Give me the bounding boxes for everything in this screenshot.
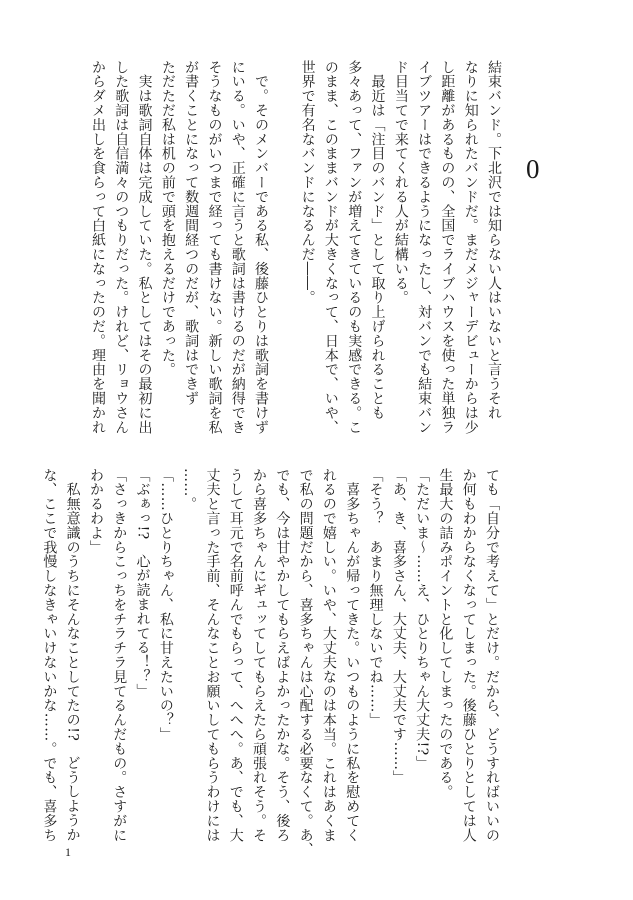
text-line: ド目当てで来てくれる人が結構いる。: [392, 60, 409, 305]
text-line: ……。: [181, 468, 198, 512]
text-line: 「ぶぁっ!? 心が読まれてる！？」: [134, 468, 151, 698]
text-line: にいる。いや、正確に言うと歌詞は書けるのだが納得でき: [229, 60, 246, 435]
text-line: そうなものがいつまで経っても書けない。新しい歌詞を私: [206, 60, 223, 435]
text-line: 最近は「注目のバンド」として取り上げられることも: [369, 60, 386, 420]
text-line: 実は歌詞自体は完成していた。私としてはその最初に出: [136, 60, 153, 435]
text-line: 世界で有名なバンドになるんだ――。: [299, 60, 316, 305]
page-number: 1: [65, 845, 71, 859]
text-line: から喜多ちゃんにギュッてしてもらえたら頑張れそう。そ: [251, 468, 268, 843]
blank-line: [272, 60, 295, 432]
text-line: うして耳元で名前呼んでもらって、へへへ。あ、でも、大: [227, 468, 244, 843]
top-text-block: [86, 60, 505, 435]
text-line: れるので嬉しい。いや、大丈夫なのは本当。これはあくま: [320, 468, 337, 843]
text-line: で私の問題だから、喜多ちゃんは心配する必要なくて。あ、: [297, 468, 314, 857]
text-line: わかるわよ」: [87, 468, 104, 555]
text-line: 「ただいま～……え、ひとりちゃん大丈夫!?」: [414, 468, 431, 770]
text-line: で。そのメンバーである私、後藤ひとりは歌詞を書けず: [253, 60, 270, 435]
text-line: からダメ出しを食らって白紙になったのだ。理由を聞かれ: [89, 60, 106, 435]
text-line: 「あ、き、喜多さん、大丈夫、大丈夫です……」: [390, 468, 407, 785]
text-line: のまま、このままバンドが大きくなって、日本で、いや、: [322, 60, 339, 435]
text-line: 丈夫と言った手前、そんなことお願いしてもらうわけには: [204, 468, 221, 843]
text-line: 「……ひとりちゃん、私に甘えたいの？」: [157, 468, 174, 742]
text-line: なりに知られたバンドだ。まだメジャーデビューからは少: [462, 60, 479, 435]
bottom-text-block: [37, 468, 503, 857]
text-line: 多々あって、ファンが増えてきているのも実感できる。こ: [346, 60, 363, 435]
text-line: した歌詞は自信満々のつもりだった。けれど、リョウさん: [113, 60, 130, 435]
text-line: 「そう？ あまり無理しないでね……」: [367, 468, 384, 728]
text-line: ただただ私は机の前で頭を抱えるだけであった。: [159, 60, 176, 377]
text-line: が書くことになって数週間経つのだが、歌詞はできず: [183, 60, 200, 406]
text-line: 喜多ちゃんが帰ってきた。いつものように私を慰めてく: [344, 468, 361, 843]
text-line: し距離があるものの、全国でライブハウスを使った単独ラ: [439, 60, 456, 435]
chapter-number: 0: [526, 154, 540, 184]
text-line: 私無意識のうちにそんなことしてたの!? どうしようか: [64, 468, 81, 842]
text-line: 「さっきからこっちをチラチラ見てるんだもの。さすがに: [111, 468, 128, 843]
text-line: か何もわからなくなってしまった。後藤ひとりとしては人: [460, 468, 477, 843]
text-line: 結束バンド。下北沢では知らない人はいないと言うそれ: [486, 60, 502, 420]
text-line: な、ここで我慢しなきゃいけないかな……。でも、喜多ち: [41, 468, 58, 843]
text-line: でも、今は甘やかしてもらえばよかったかな。そう、後ろ: [274, 468, 291, 843]
text-line: 生最大の詰みポイントと化してしまったのである。: [437, 468, 454, 800]
text-line: ても「自分で考えて」とだけ。だから、どうすればいいの: [484, 468, 500, 843]
text-line: イブツアーはできるようになったし、対バンでも結束バン: [416, 60, 433, 435]
